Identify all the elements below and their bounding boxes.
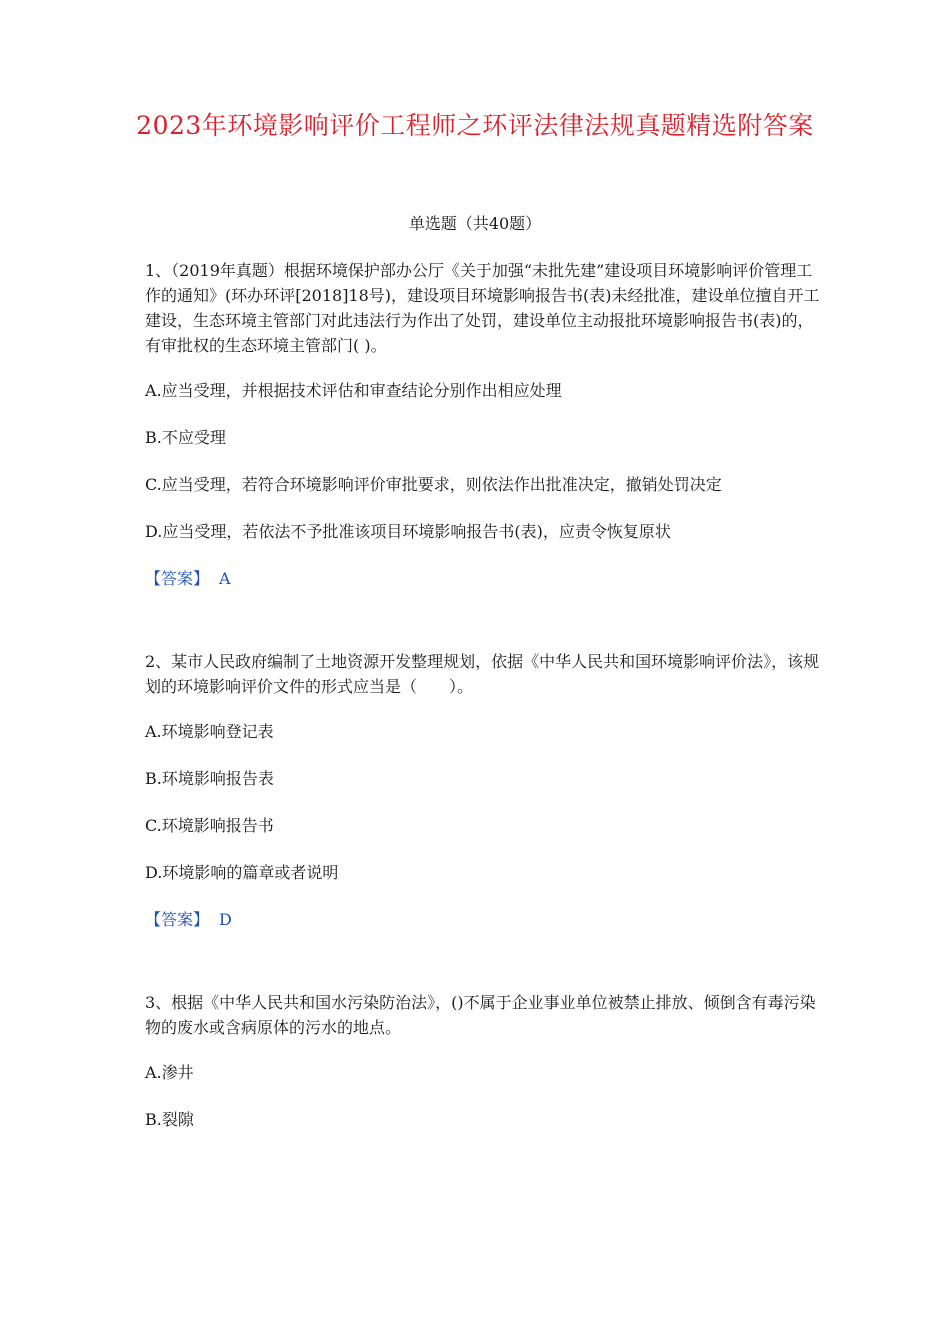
answer-value: A <box>219 569 231 588</box>
question-3 <box>145 990 820 1133</box>
answer-label: 【答案】 <box>145 569 210 588</box>
option-d: D.环境影响的篇章或者说明 <box>145 863 339 882</box>
question-1 <box>145 258 820 592</box>
answer-value: D <box>219 910 232 929</box>
option-a: A.应当受理，并根据技术评估和审查结论分别作出相应处理 <box>145 381 562 400</box>
question-text: 1、（2019年真题）根据环境保护部办公厅《关于加强“未批先建”建设项目环境影响评价管理工作的通知》(环办环评[2018]18号)，建设项目环境影响报告书(表)未经批准，建设单位擅自开工建设，生态环境主管部门对此违法行为作出了处罚，建设单位主动报批环境影响报告书(表)的，有审批权的生态环境主管部门( )。 <box>145 261 820 355</box>
section-heading: 单选题（共40题） <box>408 214 542 233</box>
question-list <box>145 258 820 1154</box>
document-title: 2023年环境影响评价工程师之环评法律法规真题精选附答案 <box>136 111 814 140</box>
question-text: 3、根据《中华人民共和国水污染防治法》，()不属于企业事业单位被禁止排放、倾倒含有毒污染物的废水或含病原体的污水的地点。 <box>145 993 816 1037</box>
option-c: C.应当受理，若符合环境影响评价审批要求，则依法作出批准决定，撤销处罚决定 <box>145 475 722 494</box>
question-2 <box>145 649 820 933</box>
question-text: 2、某市人民政府编制了土地资源开发整理规划，依据《中华人民共和国环境影响评价法》，该规划的环境影响评价文件的形式应当是（ ）。 <box>145 652 820 696</box>
option-b: B.环境影响报告表 <box>145 769 274 788</box>
option-b: B.不应受理 <box>145 428 226 447</box>
option-c: C.环境影响报告书 <box>145 816 274 835</box>
answer-line <box>145 907 820 933</box>
answer-label: 【答案】 <box>145 910 210 929</box>
option-a: A.环境影响登记表 <box>145 722 274 741</box>
option-a: A.渗井 <box>145 1063 194 1082</box>
option-d: D.应当受理，若依法不予批准该项目环境影响报告书(表)，应责令恢复原状 <box>145 522 671 541</box>
option-b: B.裂隙 <box>145 1110 194 1129</box>
answer-line <box>145 566 820 592</box>
